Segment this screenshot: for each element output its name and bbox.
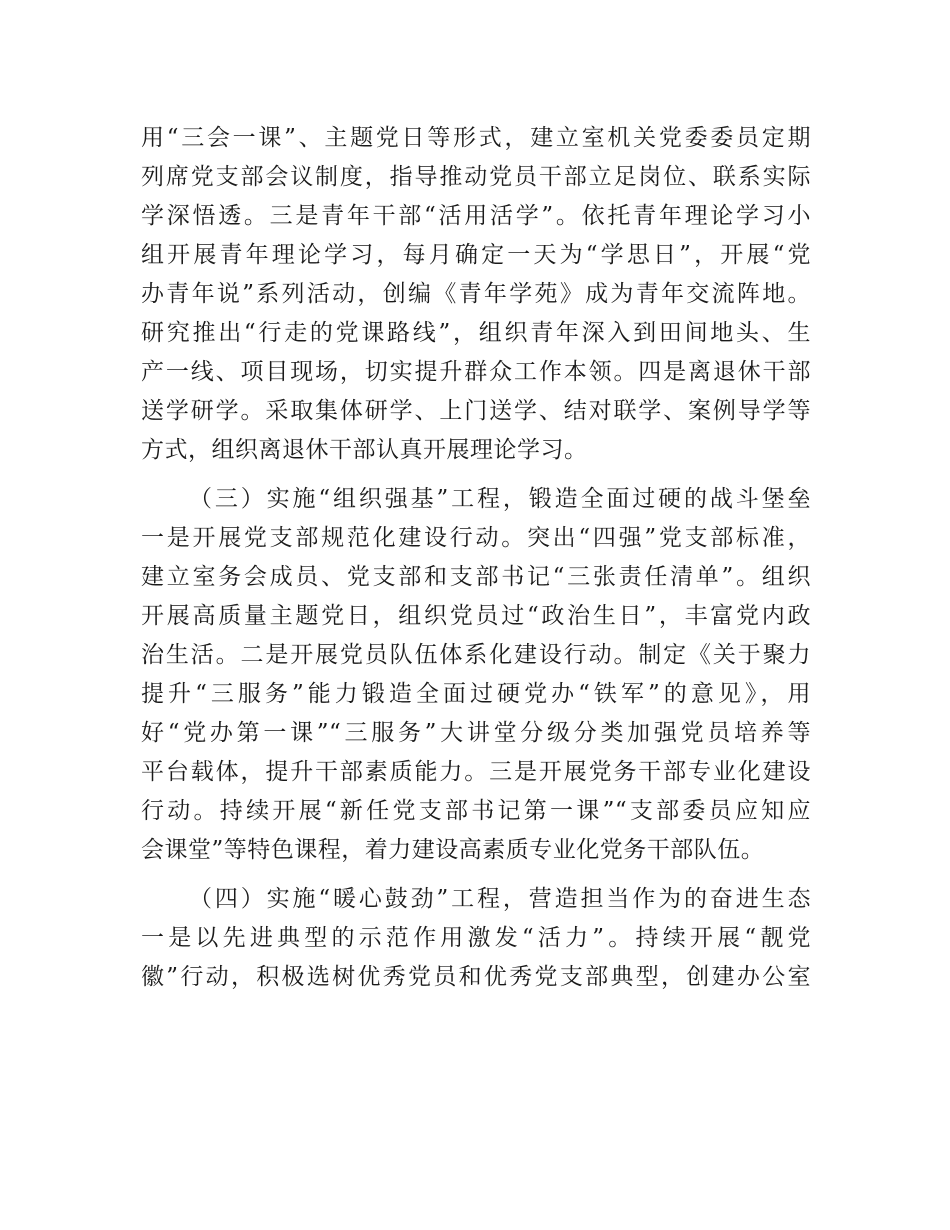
text-line: 方式，组织离退休干部认真开展理论学习。 bbox=[141, 437, 588, 463]
text-line: 研究推出“行走的党课路线”，组织青年深入到田间地头、生 bbox=[141, 320, 811, 346]
text-line: 徽”行动，积极选树优秀党员和优秀党支部典型，创建办公室 bbox=[141, 964, 811, 990]
text-line: 行动。持续开展“新任党支部书记第一课”“支部委员应知应 bbox=[141, 798, 811, 824]
text-line: 列席党支部会议制度，指导推动党员干部立足岗位、联系实际 bbox=[141, 164, 811, 190]
text-line: 产一线、项目现场，切实提升群众工作本领。四是离退休干部 bbox=[141, 359, 811, 385]
text-line: 开展高质量主题党日，组织党员过“政治生日”，丰富党内政 bbox=[141, 603, 811, 629]
text-line: 一是以先进典型的示范作用激发“活力”。持续开展“靓党 bbox=[141, 925, 811, 951]
text-line: 一是开展党支部规范化建设行动。突出“四强”党支部标准， bbox=[141, 525, 811, 551]
section-heading: （四）实施“暖心鼓劲”工程，营造担当作为的奋进生态 bbox=[189, 886, 811, 912]
text-line: 治生活。二是开展党员队伍体系化建设行动。制定《关于聚力 bbox=[141, 642, 811, 668]
text-line: 办青年说”系列活动，创编《青年学苑》成为青年交流阵地。 bbox=[141, 281, 811, 307]
text-line: 提升“三服务”能力锻造全面过硬党办“铁军”的意见》，用 bbox=[141, 681, 811, 707]
text-line: 会课堂”等特色课程，着力建设高素质专业化党务干部队伍。 bbox=[141, 837, 765, 863]
section-heading: （三）实施“组织强基”工程，锻造全面过硬的战斗堡垒 bbox=[189, 486, 811, 512]
text-line: 建立室务会成员、党支部和支部书记“三张责任清单”。组织 bbox=[141, 564, 811, 590]
text-line: 用“三会一课”、主题党日等形式，建立室机关党委委员定期 bbox=[141, 125, 811, 151]
body-text bbox=[141, 119, 811, 997]
text-line: 好“党办第一课”“三服务”大讲堂分级分类加强党员培养等 bbox=[141, 720, 811, 746]
text-line: 学深悟透。三是青年干部“活用活学”。依托青年理论学习小 bbox=[141, 203, 811, 229]
text-line: 送学研学。采取集体研学、上门送学、结对联学、案例导学等 bbox=[141, 398, 811, 424]
text-line: 平台载体，提升干部素质能力。三是开展党务干部专业化建设 bbox=[141, 759, 811, 785]
text-line: 组开展青年理论学习，每月确定一天为“学思日”，开展“党 bbox=[141, 242, 811, 268]
